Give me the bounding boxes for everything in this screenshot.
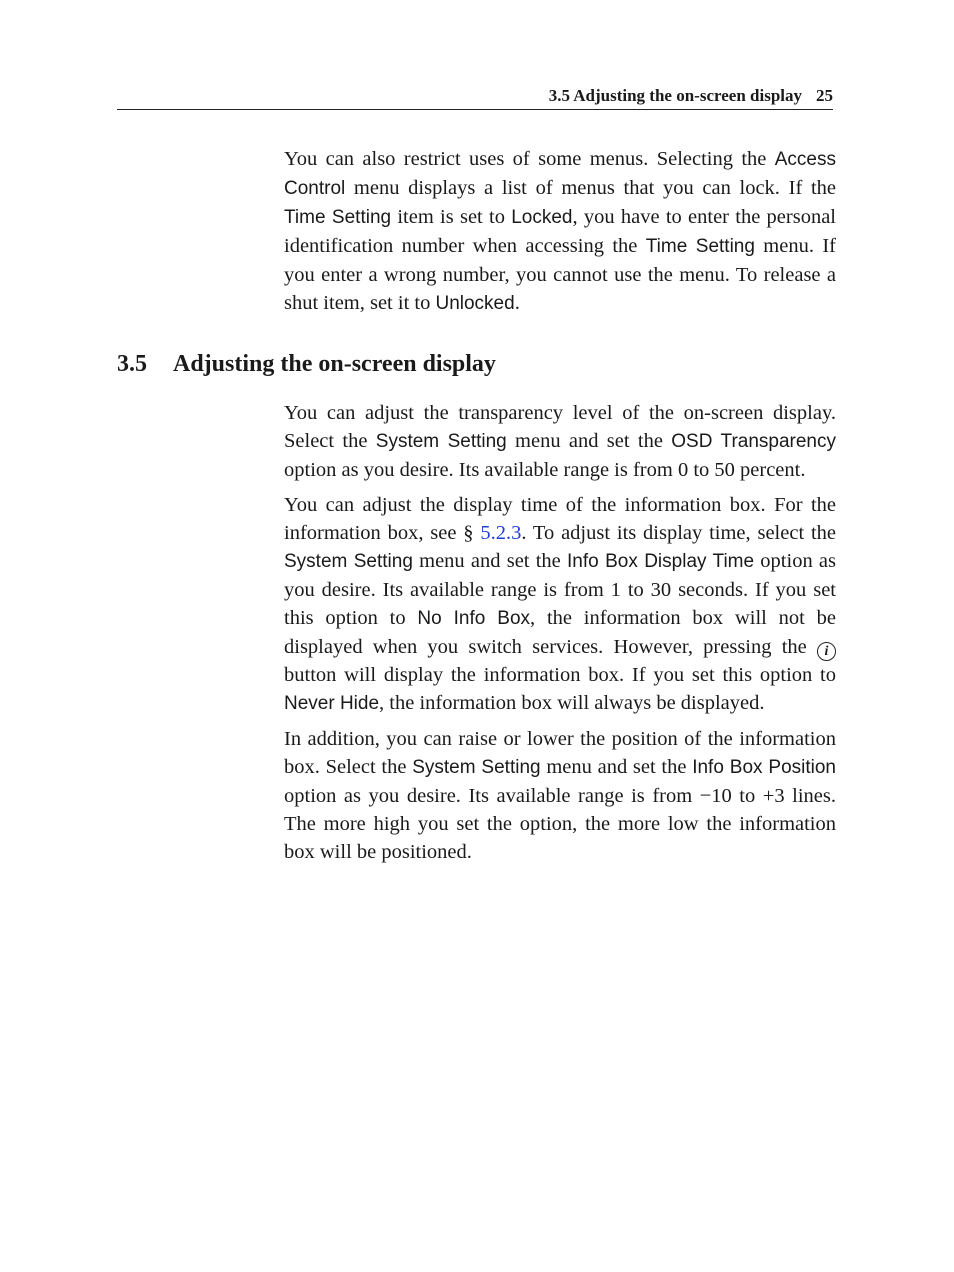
page-number: 25 [816,86,833,105]
text-run: menu and set the [506,430,672,452]
text-run: item is set to [391,206,512,228]
text-run: button will display the information box. If you set this option to [284,664,836,686]
text-run: option as you desire. Its available range is from −10 to +3 lines. The more high you set the option, the more low the information box will be positioned. [284,785,836,863]
paragraph-display-time [284,491,836,718]
option-value-unlocked: Unlocked [435,293,515,314]
text-run: . To adjust its display time, select the [521,522,836,544]
option-name-info-box-display-time: Info Box Display Time [567,551,755,572]
text-run: , you have to enter the personal identification number when accessing the [284,206,837,257]
option-name-osd-transparency: OSD Transparency [671,431,836,452]
section-title: Adjusting the on-screen display [173,351,496,377]
option-value-locked: Locked [511,207,573,228]
text-run: You can adjust the transparency level of the on-screen display. Select the [284,402,836,452]
menu-name-time-setting: Time Setting [645,236,755,257]
menu-name-system-setting: System Setting [284,551,413,572]
option-name-info-box-position: Info Box Position [692,757,836,778]
text-run: menu displays a list of menus that you can lock. If the [345,177,836,199]
text-run: , the information box will not be displayed when you switch services. However, pressing the [284,607,836,658]
text-run: You can adjust the display time of the information box. For the information box, see § [284,494,836,544]
menu-name-system-setting: System Setting [412,757,541,778]
text-run: menu. If you enter a wrong number, you cannot use the menu. To release a shut item, set it to [284,235,836,314]
section-body [284,399,836,873]
paragraph-info-box-position [284,725,836,866]
cross-reference-link[interactable]: 5.2.3 [480,522,522,544]
text-run: option as you desire. Its available range is from 0 to 50 percent. [284,459,806,481]
intro-paragraph-block [284,145,836,325]
section-heading [117,348,496,380]
text-run: menu and set the [540,756,693,778]
paragraph-transparency [284,399,836,484]
info-button-icon: i [817,642,836,661]
menu-name-time-setting: Time Setting [284,207,392,228]
text-run: . [514,292,520,314]
text-run: , the information box will always be displayed. [379,692,765,714]
text-run: menu and set the [412,550,568,572]
option-value-no-info-box: No Info Box [417,608,531,629]
menu-name-access-control: Access Control [284,149,836,199]
text-run: option as you desire. Its available range is from 1 to 30 seconds. If you set this option to [284,550,837,629]
intro-paragraph [284,145,836,318]
text-run: You can also restrict uses of some menus. Selecting the [284,148,775,170]
text-run: In addition, you can raise or lower the position of the information box. Select the [284,728,836,778]
section-number: 3.5 [117,351,147,377]
menu-name-system-setting: System Setting [375,431,507,452]
running-header [117,86,833,110]
option-value-never-hide: Never Hide [284,693,380,714]
header-section-title: 3.5 Adjusting the on-screen display [548,86,802,105]
